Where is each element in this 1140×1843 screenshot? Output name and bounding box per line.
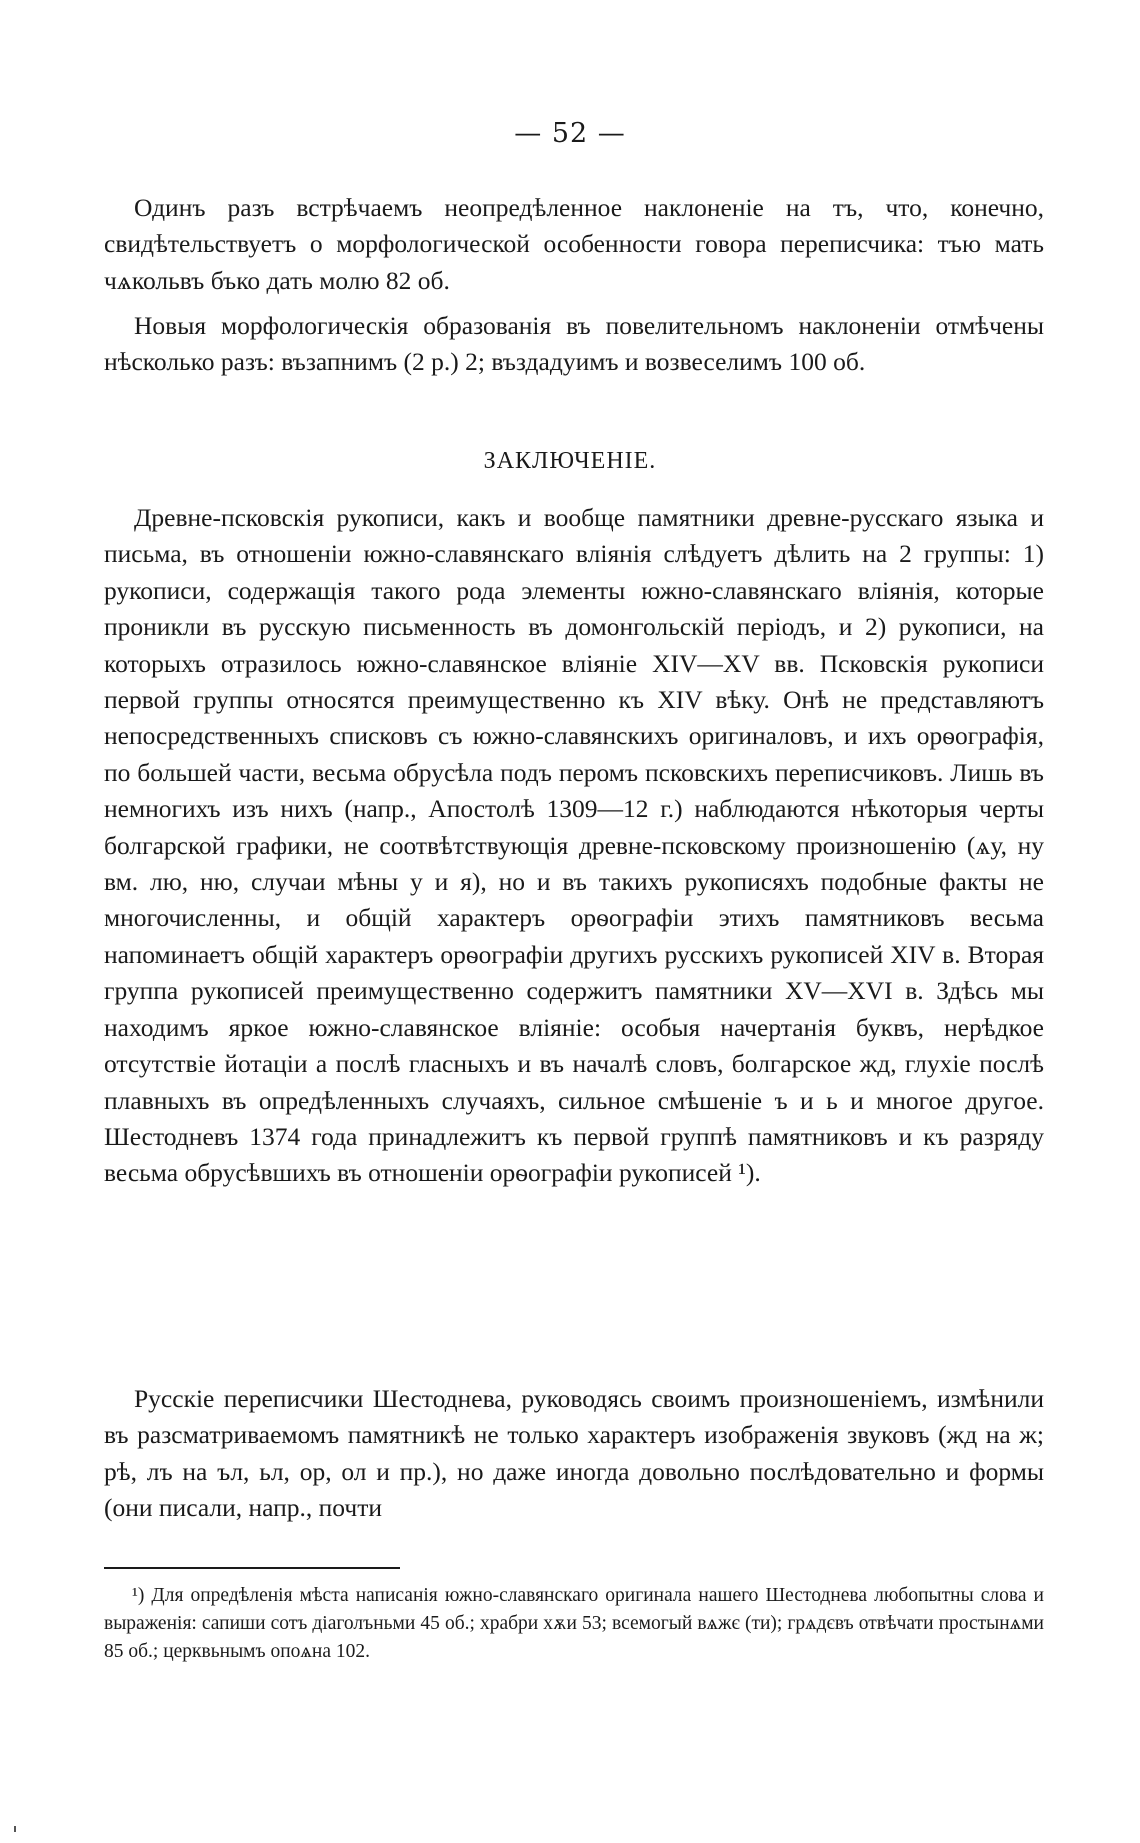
section-heading: ЗАКЛЮЧЕНІЕ. (483, 448, 657, 474)
paragraph-1-text: Одинъ разъ встрѣчаемъ неопредѣленное наклоненіе на тъ, что, конечно, свидѣтельствуетъ о морфологической особенности говора переписчика: тъю мать чѧкольвъ бъко дать молю 82 об. (104, 193, 1044, 295)
paragraph-conclusion (104, 500, 1044, 1192)
paragraph-imperative (104, 308, 1044, 381)
paragraph-scribes (104, 1381, 1044, 1527)
footnotes (104, 1582, 1044, 1666)
footnote-1: ¹) Для опредѣленія мѣста написанія южно-славянскаго оригинала нашего Шестоднева любопытны слова и выраженія: сапиши сотъ діаголъньми 45 об.; храбри хѫи 53; всемогый вѧжє (ти); грѧдєвъ отвѣчати простынѧми 85 об.; церквьнымъ опоѧна 102. (104, 1585, 1044, 1662)
paragraph-3-text: Древне-псковскія рукописи, какъ и вообще памятники древне-русскаго языка и письма, въ отношеніи южно-славянскаго вліянія слѣдуетъ дѣлить на 2 группы: 1) рукописи, содержащія такого рода элементы южно-славянскаго вліянія, которые проникли въ русскую письменность въ домонгольскій періодъ, и 2) рукописи, на которыхъ отразилось южно-славянское вліяніе XIV—XV вв. Псковскія рукописи первой группы относятся преимущественно къ XIV вѣку. Онѣ не представляютъ непосредственныхъ списковъ съ южно-славянскихъ оригиналовъ, и ихъ орѳографія, по большей части, весьма обрусѣла подъ перомъ псковскихъ переписчиковъ. Лишь въ немногихъ изъ нихъ (напр., Апостолѣ 1309—12 г.) наблюдаются нѣкоторыя черты болгарской графики, не соотвѣтствующія древне-псковскому произношенію (ѧу, ну вм. лю, ню, случаи мѣны у и я), но и въ такихъ рукописяхъ подобные факты не многочисленны, и общій характеръ орѳографіи этихъ памятниковъ весьма напоминаетъ общій характеръ орѳографіи другихъ русскихъ рукописей XIV в. Вторая группа рукописей преимущественно содержитъ памятники XV—XVI в. Здѣсь мы находимъ яркое южно-славянское вліяніе: особыя начертанія буквъ, нерѣдкое отсутствіе йотаціи а послѣ гласныхъ и въ началѣ словъ, болгарское жд, глухіе послѣ плавныхъ въ опредѣленныхъ случаяхъ, сильное смѣшеніе ъ и ь и многое другое. Шестодневъ 1374 года принадлежитъ къ первой группѣ памятниковъ и къ разряду весьма обрусѣвшихъ въ отношеніи орѳографіи рукописей ¹). (104, 503, 1044, 1188)
paragraph-infinitive (104, 190, 1044, 299)
paragraph-2-text: Новыя морфологическія образованія въ повелительномъ наклоненіи отмѣчены нѣсколько разъ: възапнимъ (2 р.) 2; въздадуимъ и возвеселимъ 100 об. (104, 311, 1044, 377)
scan-artifact (14, 1826, 16, 1832)
paragraph-4-text: Русскіе переписчики Шестоднева, руководясь своимъ произношеніемъ, измѣнили въ разсматриваемомъ памятникѣ не только характеръ изображенія звуковъ (жд на ж; рѣ, лъ на ъл, ьл, ор, ол и пр.), но даже иногда довольно послѣдовательно и формы (они писали, напр., почти (104, 1384, 1044, 1523)
page-number: — 52 — (514, 118, 626, 149)
footnote-divider (104, 1567, 400, 1569)
